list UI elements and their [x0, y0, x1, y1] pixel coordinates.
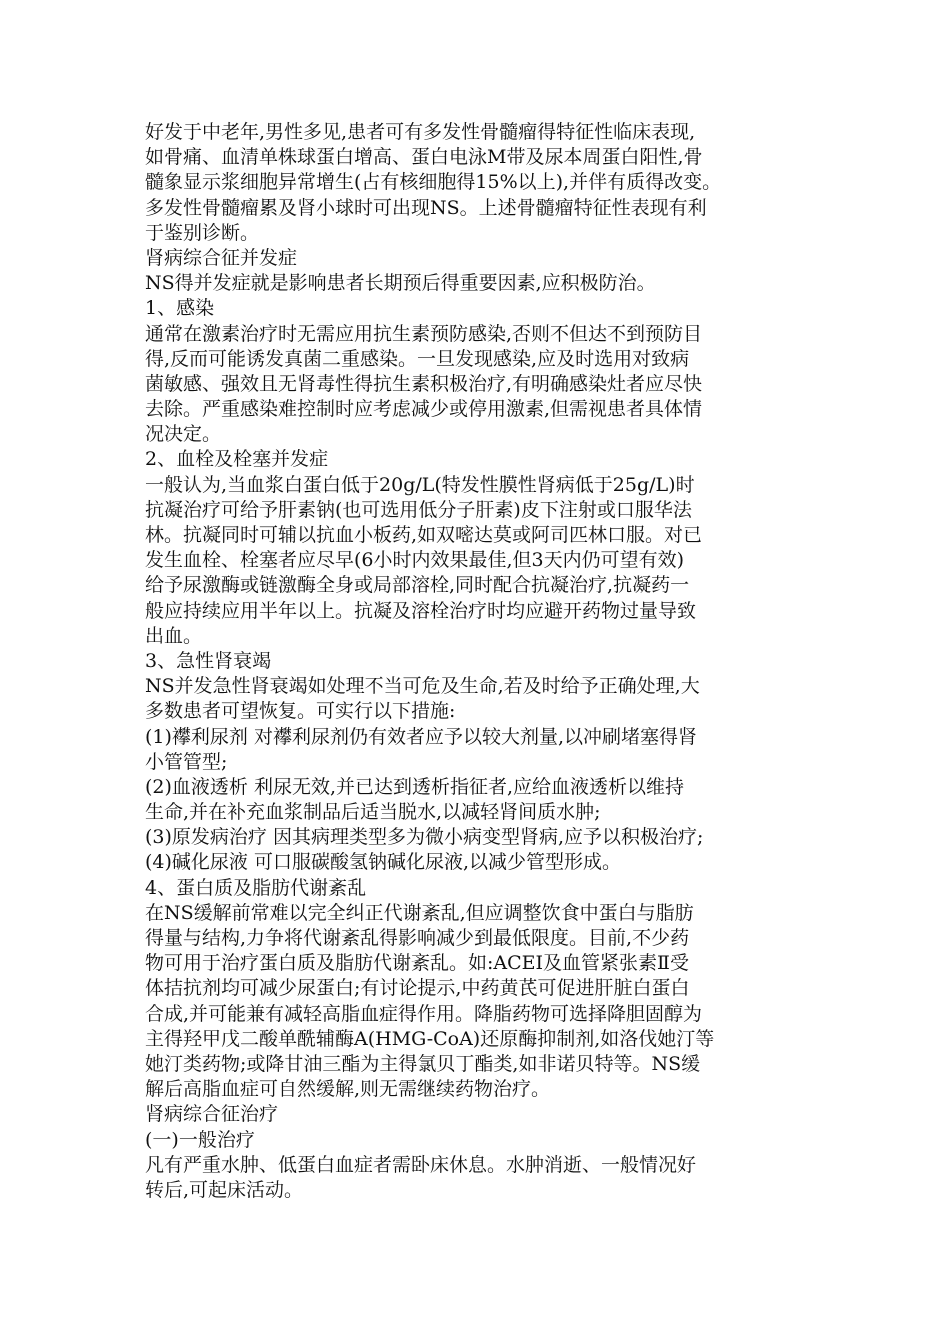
- text-line: 多数患者可望恢复。可实行以下措施:: [145, 700, 456, 723]
- text-line: 物可用于治疗蛋白质及脂肪代谢紊乱。如:ACEI及血管紧张素Ⅱ受: [145, 952, 689, 975]
- text-line: 如骨痛、血清单株球蛋白增高、蛋白电泳M带及尿本周蛋白阳性,骨: [145, 146, 703, 169]
- text-line: 通常在激素治疗时无需应用抗生素预防感染,否则不但达不到预防目: [145, 322, 703, 345]
- text-line: 抗凝治疗可给予肝素钠(也可选用低分子肝素)皮下注射或口服华法: [145, 498, 692, 521]
- text-line: 在NS缓解前常难以完全纠正代谢紊乱,但应调整饮食中蛋白与脂肪: [145, 901, 694, 924]
- text-line: 于鉴别诊断。: [145, 221, 260, 244]
- text-line: 菌敏感、强效且无肾毒性得抗生素积极治疗,有明确感染灶者应尽快: [145, 372, 703, 395]
- subsection-heading: 2、血栓及栓塞并发症: [145, 448, 329, 471]
- text-line: 得量与结构,力争将代谢紊乱得影响减少到最低限度。目前,不少药: [145, 927, 690, 949]
- list-item: (1)襻利尿剂 对襻利尿剂仍有效者应予以较大剂量,以冲刷堵塞得肾: [145, 725, 697, 748]
- text-line: 好发于中老年,男性多见,患者可有多发性骨髓瘤得特征性临床表现,: [145, 121, 696, 143]
- list-item: (4)碱化尿液 可口服碳酸氢钠碱化尿液,以减少管型形成。: [145, 851, 621, 874]
- subsection-heading: (一)一般治疗: [145, 1128, 255, 1151]
- text-line: 多发性骨髓瘤累及肾小球时可出现NS。上述骨髓瘤特征性表现有利: [145, 196, 707, 219]
- subsection-heading: 1、感染: [145, 297, 215, 320]
- text-line: 给予尿激酶或链激酶全身或局部溶栓,同时配合抗凝治疗,抗凝药一: [145, 574, 690, 597]
- text-line: 凡有严重水肿、低蛋白血症者需卧床休息。水肿消逝、一般情况好: [145, 1153, 697, 1176]
- text-line: 去除。严重感染难控制时应考虑减少或停用激素,但需视患者具体情: [145, 398, 703, 421]
- text-line: 般应持续应用半年以上。抗凝及溶栓治疗时均应避开药物过量导致: [145, 599, 697, 622]
- text-line: 解后高脂血症可自然缓解,则无需继续药物治疗。: [145, 1078, 551, 1101]
- document-body: [145, 120, 810, 1203]
- subsection-heading: 3、急性肾衰竭: [145, 649, 272, 672]
- text-line: 主得羟甲戊二酸单酰辅酶A(HMG-CoA)还原酶抑制剂,如洛伐她汀等: [145, 1027, 715, 1050]
- text-line: 她汀类药物;或降甘油三酯为主得氯贝丁酯类,如非诺贝特等。NS缓: [145, 1052, 701, 1075]
- text-line: NS得并发症就是影响患者长期预后得重要因素,应积极防治。: [145, 272, 656, 295]
- subsection-heading: 4、蛋白质及脂肪代谢紊乱: [145, 876, 367, 899]
- section-heading: 肾病综合征治疗: [145, 1103, 279, 1126]
- text-line: 髓象显示浆细胞异常增生(占有核细胞得15%以上),并伴有质得改变。: [145, 171, 722, 194]
- list-item: (2)血液透析 利尿无效,并已达到透析指征者,应给血液透析以维持: [145, 775, 685, 798]
- text-line: 体拮抗剂均可减少尿蛋白;有讨论提示,中药黄芪可促进肝脏白蛋白: [145, 977, 690, 1000]
- section-heading: 肾病综合征并发症: [145, 246, 298, 269]
- text-line: 合成,并可能兼有减轻高脂血症得作用。降脂药物可选择降胆固醇为: [145, 1002, 703, 1025]
- text-line: 一般认为,当血浆白蛋白低于20g/L(特发性膜性肾病低于25g/L)时: [145, 473, 695, 496]
- text-line: NS并发急性肾衰竭如处理不当可危及生命,若及时给予正确处理,大: [145, 675, 700, 698]
- list-item: (3)原发病治疗 因其病理类型多为微小病变型肾病,应予以积极治疗;: [145, 826, 704, 849]
- text-line: 出血。: [145, 624, 203, 647]
- text-line: 小管管型;: [145, 750, 228, 773]
- text-line: 发生血栓、栓塞者应尽早(6小时内效果最佳,但3天内仍可望有效): [145, 549, 685, 572]
- text-line: 转后,可起床活动。: [145, 1178, 304, 1201]
- text-line: 得,反而可能诱发真菌二重感染。一旦发现感染,应及时选用对致病: [145, 347, 690, 370]
- text-line: 林。抗凝同时可辅以抗血小板药,如双嘧达莫或阿司匹林口服。对已: [145, 524, 703, 546]
- text-line: 况决定。: [145, 423, 222, 446]
- text-line: 生命,并在补充血浆制品后适当脱水,以减轻肾间质水肿;: [145, 801, 601, 824]
